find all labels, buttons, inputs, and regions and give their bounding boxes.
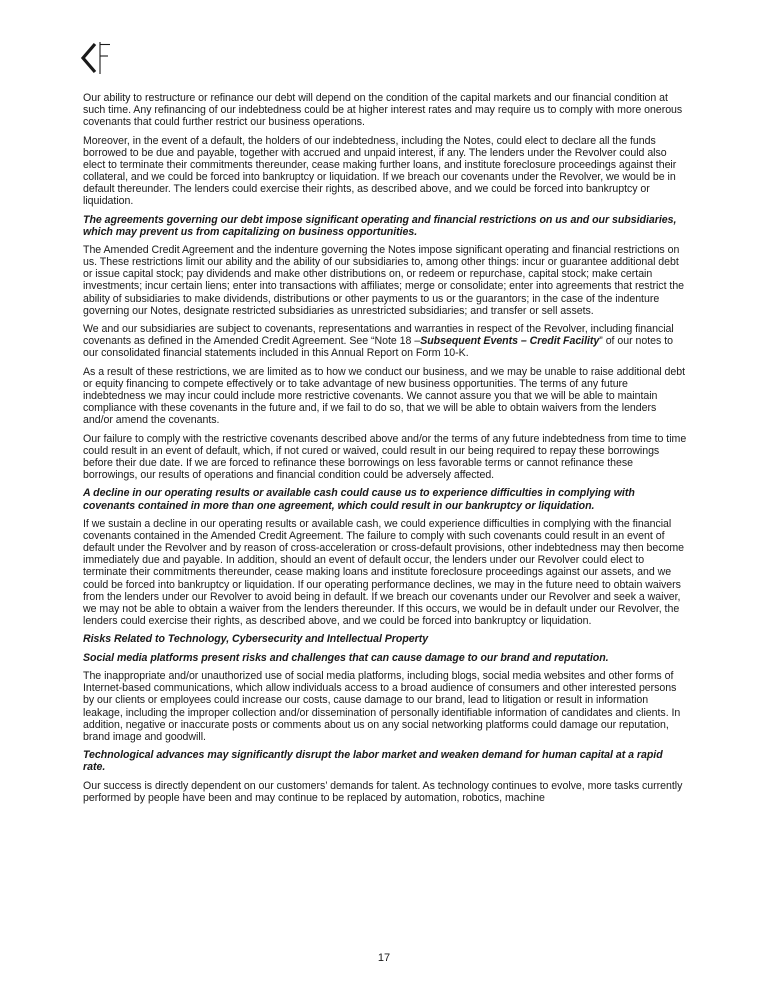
covenants-text-end: ” of our notes to our consolidated financial statements included in this Annual Report on Form 10-K.	[83, 335, 673, 360]
paragraph-operating-decline: If we sustain a decline in our operating results or available cash, we could experience difficulties in complying with the financial covenants contained in the Amended Credit Agreement. The failure to comply with such covenants could result in an event of default under the Revolver and by reason of cross-acceleration or cross-default provisions, other indebtedness may then become immediately due and payable. In addition, should an event of default occur, the lenders under our Revolver could elect to terminate their commitments thereunder, cease making loans and institute foreclosure proceedings against our assets, and we could be forced into bankruptcy or liquidation. If our operating performance declines, we may in the future need to obtain waivers from the lenders under our Revolver to avoid being in default. If we breach our covenants under our Revolver and seek a waiver, we may not be able to obtain a waiver from the lenders thereunder. If this occurs, we would be in default under our Revolver, the lenders could exercise their rights, as described above, and we could be forced into bankruptcy or liquidation.	[83, 518, 684, 627]
paragraph-covenants	[83, 323, 687, 359]
paragraph-failure-to-comply: Our failure to comply with the restrictive covenants described above and/or the terms of any future indebtedness from time to time could result in an event of default, which, if not cured or waived, could result in our being required to repay these borrowings before their due date. If we are forced to refinance these borrowings on less favorable terms or cannot refinance these borrowings, our results of operations and financial condition could be adversely affected.	[83, 432, 687, 481]
page-number: 17	[377, 952, 391, 964]
paragraph-credit-agreement: The Amended Credit Agreement and the indenture governing the Notes impose significant operating and financial restrictions on us. These restrictions limit our ability and the ability of our subsidiaries to, among other things: incur or guarantee additional debt or issue capital stock; pay dividends and make other distributions on, or redeem or repurchase, capital stock; make certain investments; incur certain liens; enter into transactions with affiliates; merge or consolidate; enter into agreements that restrict the ability of subsidiaries to make dividends, distributions or other payments to us or the guarantors; in the case of the indenture governing our Notes, designate restricted subsidiaries as unrestricted subsidiaries; and transfer or sell assets.	[83, 244, 685, 317]
paragraph-refinancing: Our ability to restructure or refinance our debt will depend on the condition of the capital markets and our financial condition at such time. Any refinancing of our indebtedness could be at higher interest rates and may require us to comply with more onerous covenants that could further restrict our business operations.	[83, 92, 683, 129]
heading-debt-restrictions: The agreements governing our debt impose significant operating and financial restrictions on us and our subsidiaries, which may prevent us from capitalizing on business opportunities.	[83, 213, 677, 238]
note-reference-italic: Subsequent Events – Credit Facility	[420, 335, 600, 348]
covenants-text-start: We and our subsidiaries are subject to covenants, representations and warranties in respect of the Revolver, including financial covenants as defined in the Amended Credit Agreement. See “Note 18 –	[83, 323, 674, 348]
paragraph-default: Moreover, in the event of a default, the holders of our indebtedness, including the Notes, could elect to declare all the funds borrowed to be due and payable, together with accrued and unpaid interest, if any. The lenders under the Revolver could also elect to terminate their commitments thereunder, cease making further loans, and institute foreclosure proceedings against their collateral, and we could be forced into bankruptcy or liquidation. If we breach our covenants under the Revolver, we would be in default thereunder. The lenders could exercise their rights, as described above, and we could be forced into bankruptcy or liquidation.	[83, 134, 677, 208]
paragraph-social-media: The inappropriate and/or unauthorized use of social media platforms, including blogs, social media websites and other forms of Internet-based communications, which allow individuals access to a broad audience of consumers and other interested persons by our clients or employees could increase our costs, cause damage to our brand, lead to litigation or result in information leakage, including the improper collection and/or dissemination of personally identifiable information of candidates and clients. In addition, negative or inaccurate posts or comments about us on any social networking platforms could damage our reputation, brand image and goodwill.	[83, 670, 681, 743]
heading-technological-advances: Technological advances may significantly disrupt the labor market and weaken demand for human capital at a rapid rate.	[83, 749, 663, 774]
heading-technology-risks: Risks Related to Technology, Cybersecurity and Intellectual Property	[83, 633, 429, 646]
paragraph-technological-advances: Our success is directly dependent on our customers’ demands for talent. As technology continues to evolve, more tasks currently performed by people have been and may continue to be replaced by automation, robotics, machine	[83, 779, 683, 804]
paragraph-restrictions-result: As a result of these restrictions, we are limited as to how we conduct our business, and we may be unable to raise additional debt or equity financing to compete effectively or to take advantage of new business opportunities. The terms of any future indebtedness we may incur could include more restrictive covenants. We cannot assure you that we will be able to maintain compliance with these covenants in the future and, if we fail to do so, that we will be able to obtain waivers from the lenders and/or amend the covenants.	[83, 365, 686, 427]
company-logo-icon	[80, 40, 120, 76]
heading-operating-decline: A decline in our operating results or available cash could cause us to experience difficulties in complying with covenants contained in more than one agreement, which could result in our bankruptcy or liquidation.	[83, 487, 635, 512]
heading-social-media: Social media platforms present risks and challenges that can cause damage to our brand and reputation.	[83, 651, 609, 664]
document-body	[83, 92, 687, 810]
